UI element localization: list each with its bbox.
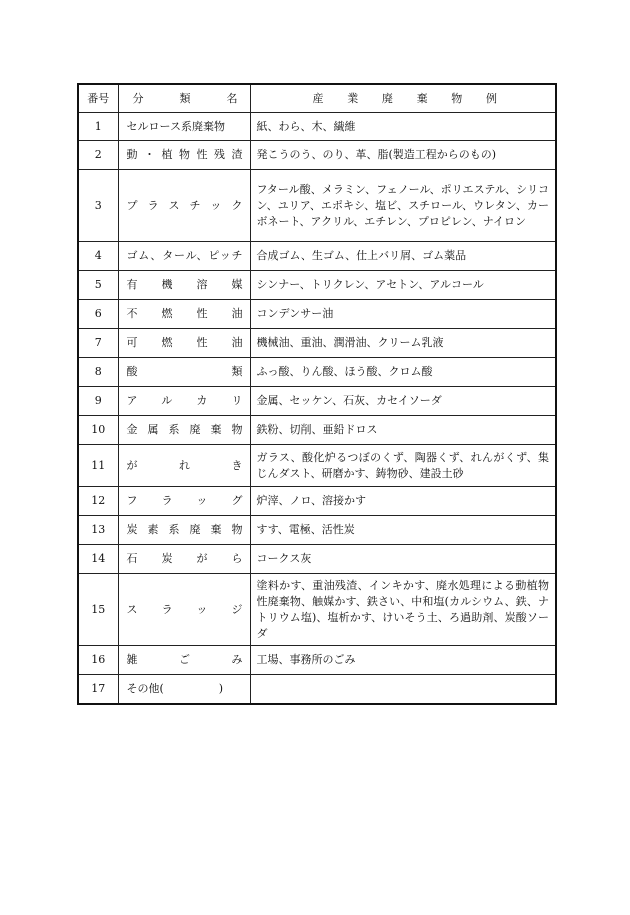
row-category: フラッグ — [118, 487, 250, 516]
table-row — [78, 242, 556, 271]
row-category: 有機溶媒 — [118, 271, 250, 300]
row-number: 12 — [78, 487, 118, 516]
row-examples: 機械油、重油、潤滑油、クリーム乳液 — [250, 329, 556, 358]
row-number: 16 — [78, 646, 118, 675]
row-number: 1 — [78, 113, 118, 141]
row-examples: 炉滓、ノロ、溶接かす — [250, 487, 556, 516]
row-category: その他( ) — [118, 675, 250, 704]
row-number: 15 — [78, 574, 118, 646]
row-examples: 発こうのう、のり、革、脂(製造工程からのもの) — [250, 141, 556, 170]
row-category: がれき — [118, 445, 250, 487]
row-number: 9 — [78, 387, 118, 416]
row-number: 13 — [78, 516, 118, 545]
row-number: 10 — [78, 416, 118, 445]
table-row — [78, 113, 556, 141]
row-number: 6 — [78, 300, 118, 329]
row-category: 可燃性油 — [118, 329, 250, 358]
table-row — [78, 574, 556, 646]
row-examples: コークス灰 — [250, 545, 556, 574]
row-category: 動・植物性残渣 — [118, 141, 250, 170]
row-examples: 工場、事務所のごみ — [250, 646, 556, 675]
row-category: アルカリ — [118, 387, 250, 416]
row-number: 3 — [78, 170, 118, 242]
table-row — [78, 545, 556, 574]
row-number: 2 — [78, 141, 118, 170]
row-examples: 金属、セッケン、石灰、カセイソーダ — [250, 387, 556, 416]
row-category: 金属系廃棄物 — [118, 416, 250, 445]
table-row — [78, 416, 556, 445]
row-category: 酸類 — [118, 358, 250, 387]
row-category: 石炭がら — [118, 545, 250, 574]
header-category: 分 類 名 — [118, 84, 250, 113]
row-number: 8 — [78, 358, 118, 387]
row-examples: コンデンサー油 — [250, 300, 556, 329]
industrial-waste-table — [77, 83, 557, 705]
table-row — [78, 358, 556, 387]
row-category: 炭素系廃棄物 — [118, 516, 250, 545]
row-category: スラッジ — [118, 574, 250, 646]
row-category: 不燃性油 — [118, 300, 250, 329]
table-row — [78, 516, 556, 545]
header-number: 番号 — [78, 84, 118, 113]
row-category: プラスチック — [118, 170, 250, 242]
table-row — [78, 141, 556, 170]
table-row — [78, 445, 556, 487]
table-row — [78, 271, 556, 300]
row-examples: すす、電極、活性炭 — [250, 516, 556, 545]
table-row — [78, 487, 556, 516]
row-number: 17 — [78, 675, 118, 704]
row-examples: フタール酸、メラミン、フェノール、ポリエステル、シリコン、ユリア、エポキシ、塩ビ、スチロール、ウレタン、カーボネート、アクリル、エチレン、プロピレン、ナイロン — [250, 170, 556, 242]
row-examples: シンナー、トリクレン、アセトン、アルコール — [250, 271, 556, 300]
row-number: 7 — [78, 329, 118, 358]
table-row — [78, 387, 556, 416]
row-number: 5 — [78, 271, 118, 300]
row-examples: 合成ゴム、生ゴム、仕上バリ屑、ゴム薬品 — [250, 242, 556, 271]
row-category: ゴム、タール、ピッチ — [118, 242, 250, 271]
row-examples: ふっ酸、りん酸、ほう酸、クロム酸 — [250, 358, 556, 387]
table-row — [78, 329, 556, 358]
row-category: 雑ごみ — [118, 646, 250, 675]
row-number: 14 — [78, 545, 118, 574]
row-examples: 塗料かす、重油残渣、インキかす、廃水処理による動植物性廃棄物、触媒かす、鉄さい、中和塩(カルシウム、鉄、ナトリウム塩)、塩析かす、けいそう土、ろ過助剤、炭酸ソーダ — [250, 574, 556, 646]
row-examples: ガラス、酸化炉るつぼのくず、陶器くず、れんがくず、集じんダスト、研磨かす、鋳物砂、建設土砂 — [250, 445, 556, 487]
row-examples — [250, 675, 556, 704]
header-examples: 産 業 廃 棄 物 例 — [250, 84, 556, 113]
table-row — [78, 646, 556, 675]
row-category: セルロース系廃棄物 — [118, 113, 250, 141]
row-examples: 紙、わら、木、繊維 — [250, 113, 556, 141]
table-row — [78, 170, 556, 242]
table-row — [78, 300, 556, 329]
table-header-row — [78, 84, 556, 113]
table-row — [78, 675, 556, 704]
row-number: 4 — [78, 242, 118, 271]
row-examples: 鉄粉、切削、亜鉛ドロス — [250, 416, 556, 445]
row-number: 11 — [78, 445, 118, 487]
